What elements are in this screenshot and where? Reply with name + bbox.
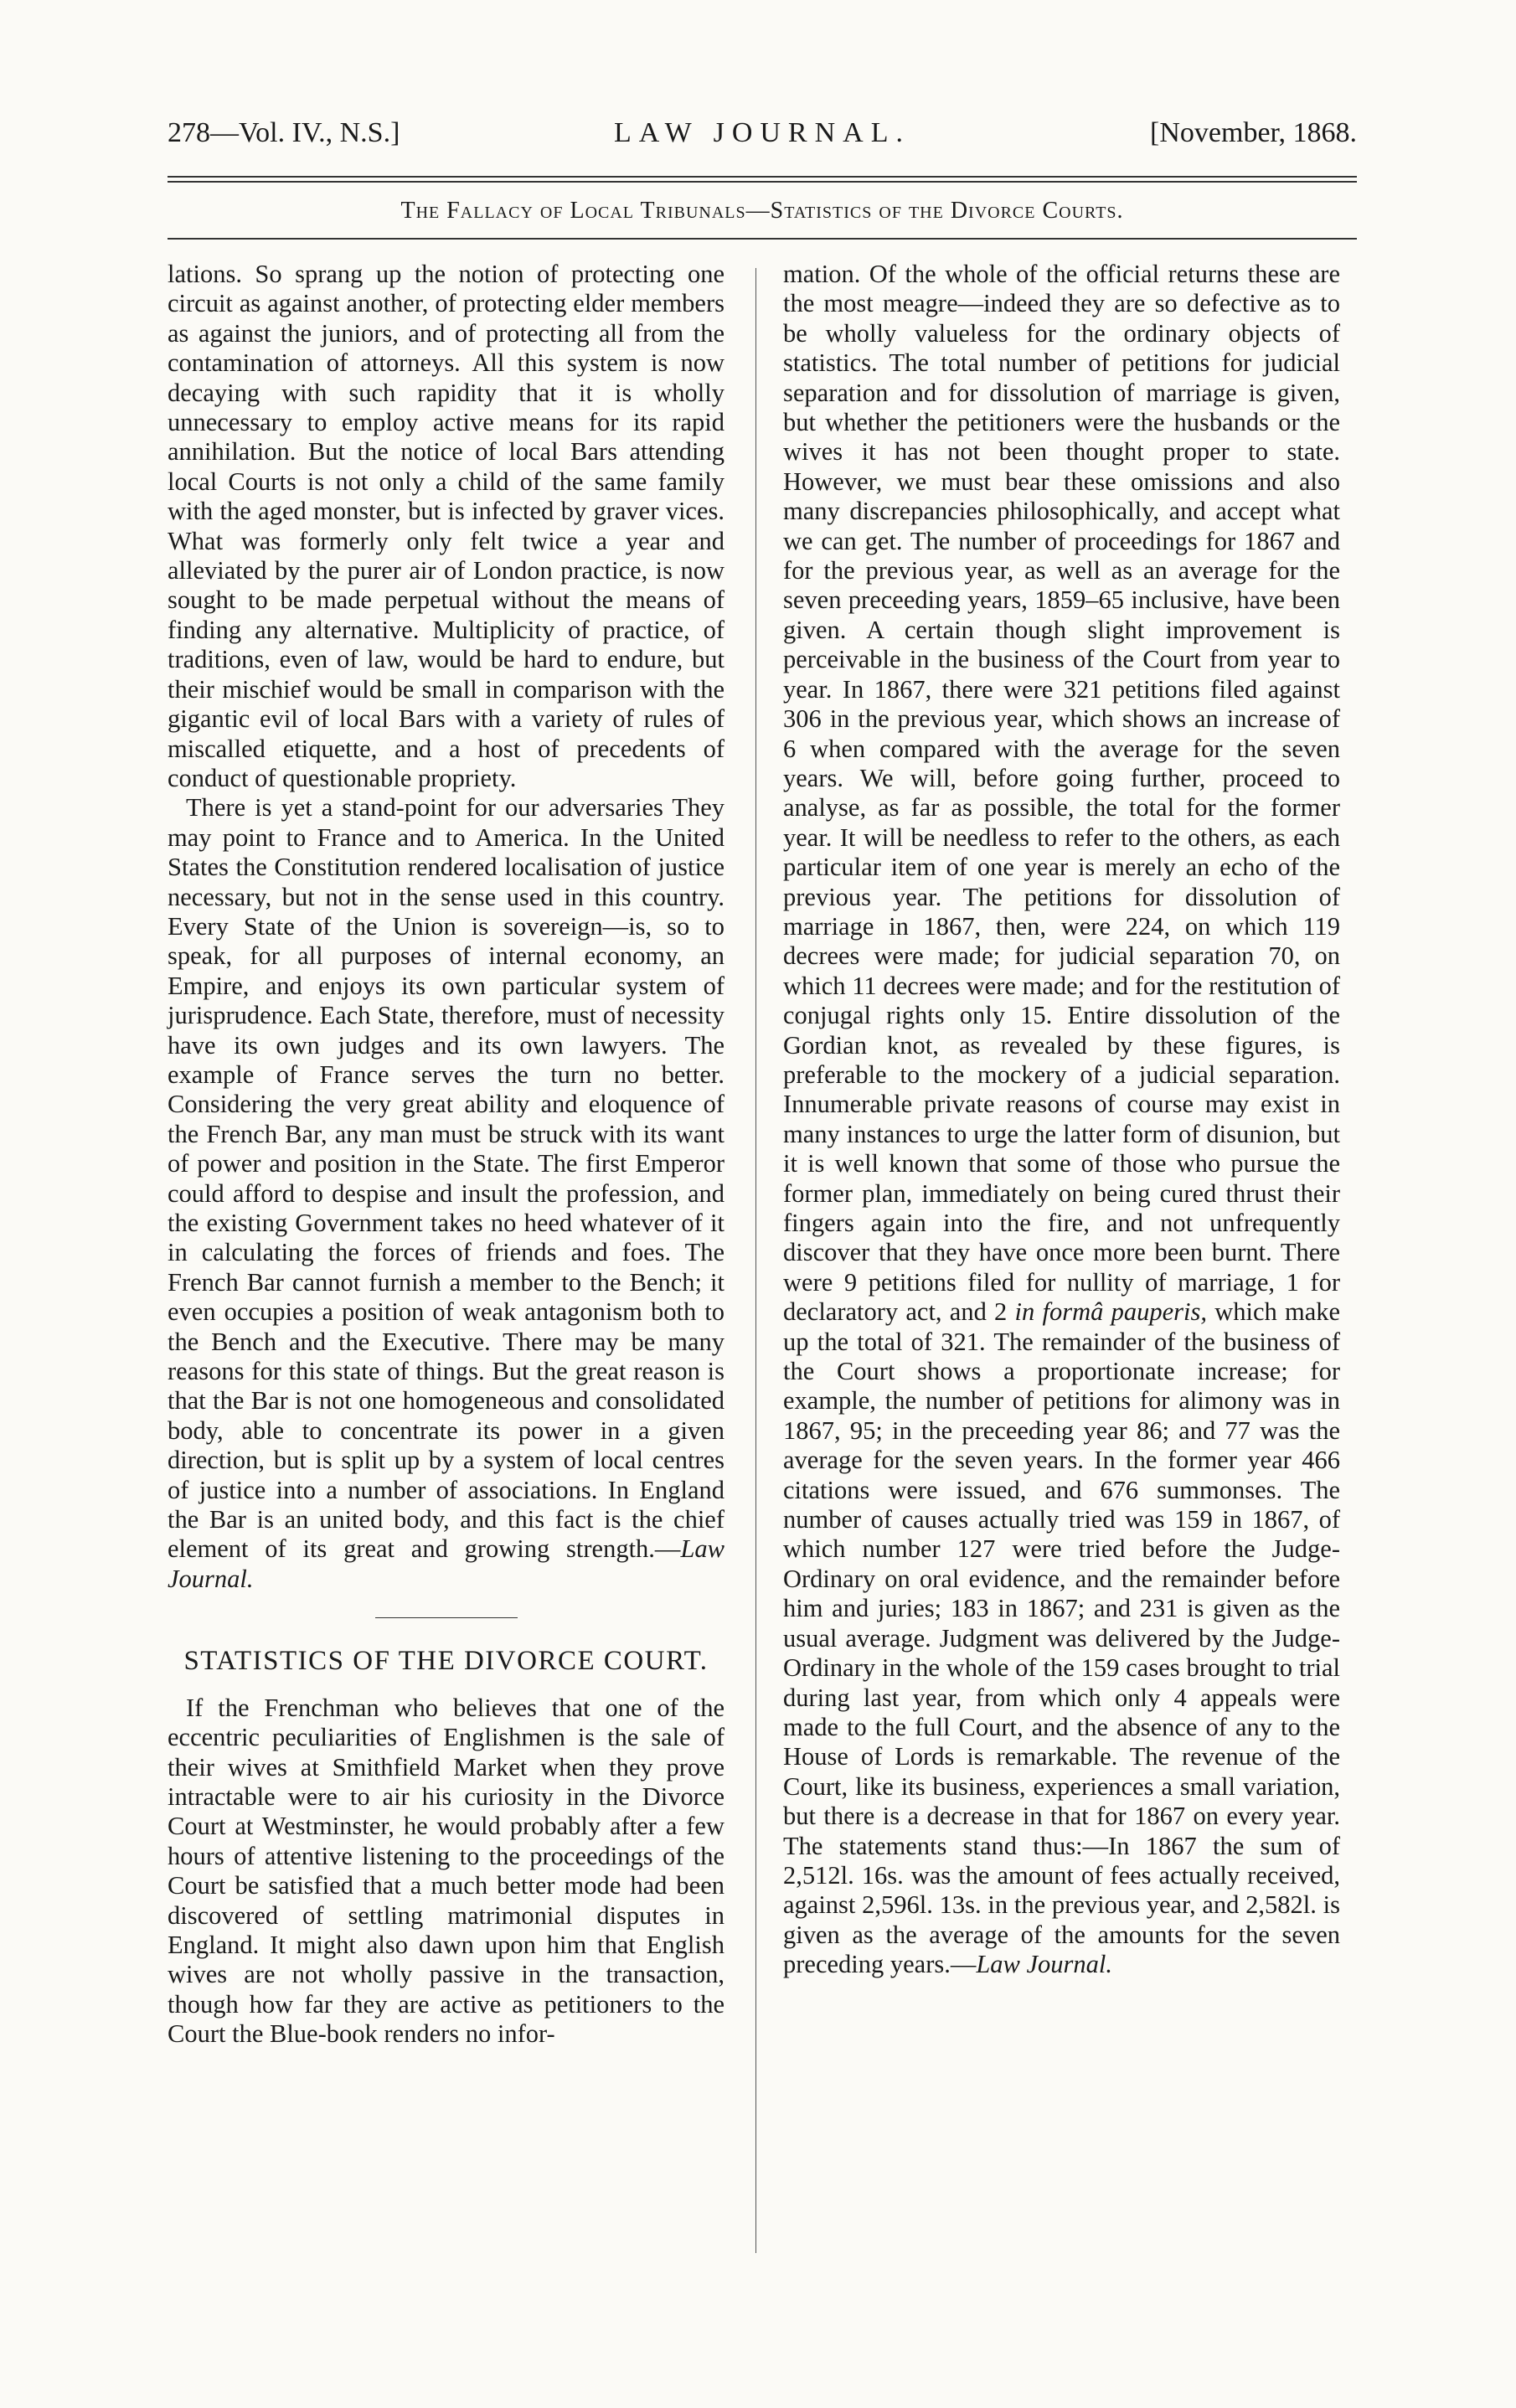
right-column — [783, 260, 1340, 1980]
latin-phrase: in formâ pauperis, — [1014, 1297, 1207, 1327]
paragraph-statistics: mation. Of the whole of the official returns these are the most meagre—indeed they are so defective as to be wholly valueless for the ordinary objects of statistics. The total number of petitions for judicial separation and for dissolution of marriage is given, but whether the petitioners were the husbands or the wives it has not been thought proper to state. However, we must bear these omissions and also many discrepancies philosophically, and accept what we can get. The number of proceedings for 1867 and for the previous year, as well as an average for the seven preceeding years, 1859–65 inclusive, have been given. A certain though slight improvement is perceivable in the business of the Court from year to year. In 1867, there were 321 petitions filed against 306 in the previous year, which shows an increase of 6 when compared with the average for the seven years. We will, before going further, proceed to analyse, as far as possible, the total for the former year. It will be needless to refer to the others, as each particular item of one year is merely an echo of the previous year. The petitions for dissolution of marriage in 1867, then, were 224, on which 119 decrees were made; for judicial separation 70, on which 11 decrees were made; and for the restitution of conjugal rights only 15. Entire dissolution of the Gordian knot, as revealed by these figures, is preferable to the mockery of a judicial separation. Innumerable private reasons of course may exist in many instances to urge the latter form of disunion, but it is well known that some of those who pursue the former plan, immediately on being cured thrust their fingers again into the fire, and not unfrequently discover that they have once more been burnt. There were 9 petitions filed for nullity of marriage, 1 for declaratory act, and 2 in formâ pauperis, which make up the total of 321. The remainder of the business of the Court shows a proportionate increase; for example, the number of petitions for alimony was in 1867, 95; in the preceeding year 86; and 77 was the average for the seven years. In the former year 466 citations were issued, and 676 summonses. The number of causes actually tried was 159 in 1867, of which number 127 were tried before the Judge-Ordinary on oral evidence, and the remainder before him and juries; 183 in 1867; and 231 is given as the usual average. Judgment was delivered by the Judge-Ordinary in the whole of the 159 cases brought to trial during last year, from which only 4 appeals were made to the full Court, and the absence of any to the House of Lords is remarkable. The revenue of the Court, like its business, experiences a small variation, but there is a decrease in that for 1867 on every year. The statements stand thus:—In 1867 the sum of 2,512l. 16s. was the amount of fees actually received, against 2,596l. 13s. in the previous year, and 2,582l. is given as the average of the amounts for the seven preceding years.—Law Journal. — [783, 260, 1341, 1979]
source-signature: Law Journal. — [168, 1534, 724, 1593]
running-header — [168, 117, 1357, 159]
page-volume: 278—Vol. IV., N.S.] — [168, 117, 400, 148]
article-divider — [375, 1617, 518, 1618]
source-signature: Law Journal. — [976, 1950, 1113, 1979]
paragraph-frenchman: If the Frenchman who believes that one of the eccentric peculiarities of Englishmen is the sale of their wives at Smithfield Market when they prove intractable were to air his curiosity in the Divorce Court at Westminster, he would probably after a few hours of attentive listening to the proceedings of the Court be satisfied that a much better mode had been discovered of settling matrimonial disputes in England. It might also dawn upon him that English wives are not wholly passive in the transaction, though how far they are active as petitioners to the Court the Blue-book renders no infor- — [168, 1693, 724, 2049]
header-rule-top — [168, 176, 1357, 178]
article-title: STATISTICS OF THE DIVORCE COURT. — [183, 1646, 709, 1677]
header-rule-bottom — [168, 181, 1357, 183]
paragraph-local-bars: lations. So sprang up the notion of protecting one circuit as against another, of protecting elder members as against the juniors, and of protecting all from the contamination of attorneys. All this system is now decaying with such rapidity that it is wholly unnecessary to employ active means for its rapid annihilation. But the notice of local Bars attending local Courts is not only a child of the same family with the aged monster, but is infected by graver vices. What was formerly only felt twice a year and alleviated by the purer air of London practice, is now sought to be made perpetual without the means of finding any alternative. Multiplicity of practice, of traditions, even of law, would be hard to endure, but their mischief would be small in comparison with the gigantic evil of local Bars with a variety of rules of miscalled etiquette, and a host of precedents of conduct of questionable propriety. — [168, 260, 724, 792]
paragraph-france-america: There is yet a stand-point for our adversaries They may point to France and to America. In the United States the Constitution rendered localisation of justice necessary, but not in the sense used in this country. Every State of the Union is sovereign—is, so to speak, for all purposes of internal economy, an Empire, and enjoys its own particular system of jurisprudence. Each State, therefore, must of necessity have its own judges and its own lawyers. The example of France serves the turn no better. Considering the very great ability and eloquence of the French Bar, any man must be struck with its want of power and position in the State. The first Emperor could afford to despise and insult the profession, and the existing Government takes no heed whatever of it in calculating the forces of friends and foes. The French Bar cannot furnish a member to the Bench; it even occupies a position of weak antagonism both to the Bench and the Executive. There may be many reasons for this state of things. But the great reason is that the Bar is not one homogeneous and consolidated body, able to concentrate its power in a given direction, but is split up by a system of local centres of justice into a number of associations. In England the Bar is an united body, and this fact is the chief element of its great and growing strength.—Law Journal. — [168, 793, 724, 1593]
subheader-rule — [168, 238, 1357, 240]
issue-date: [November, 1868. — [1150, 117, 1357, 148]
section-subheader: The Fallacy of Local Tribunals—Statistics of the Divorce Courts. — [400, 198, 1124, 224]
column-divider — [755, 268, 756, 2253]
left-column — [168, 260, 724, 2050]
journal-title: LAW JOURNAL. — [614, 117, 910, 148]
